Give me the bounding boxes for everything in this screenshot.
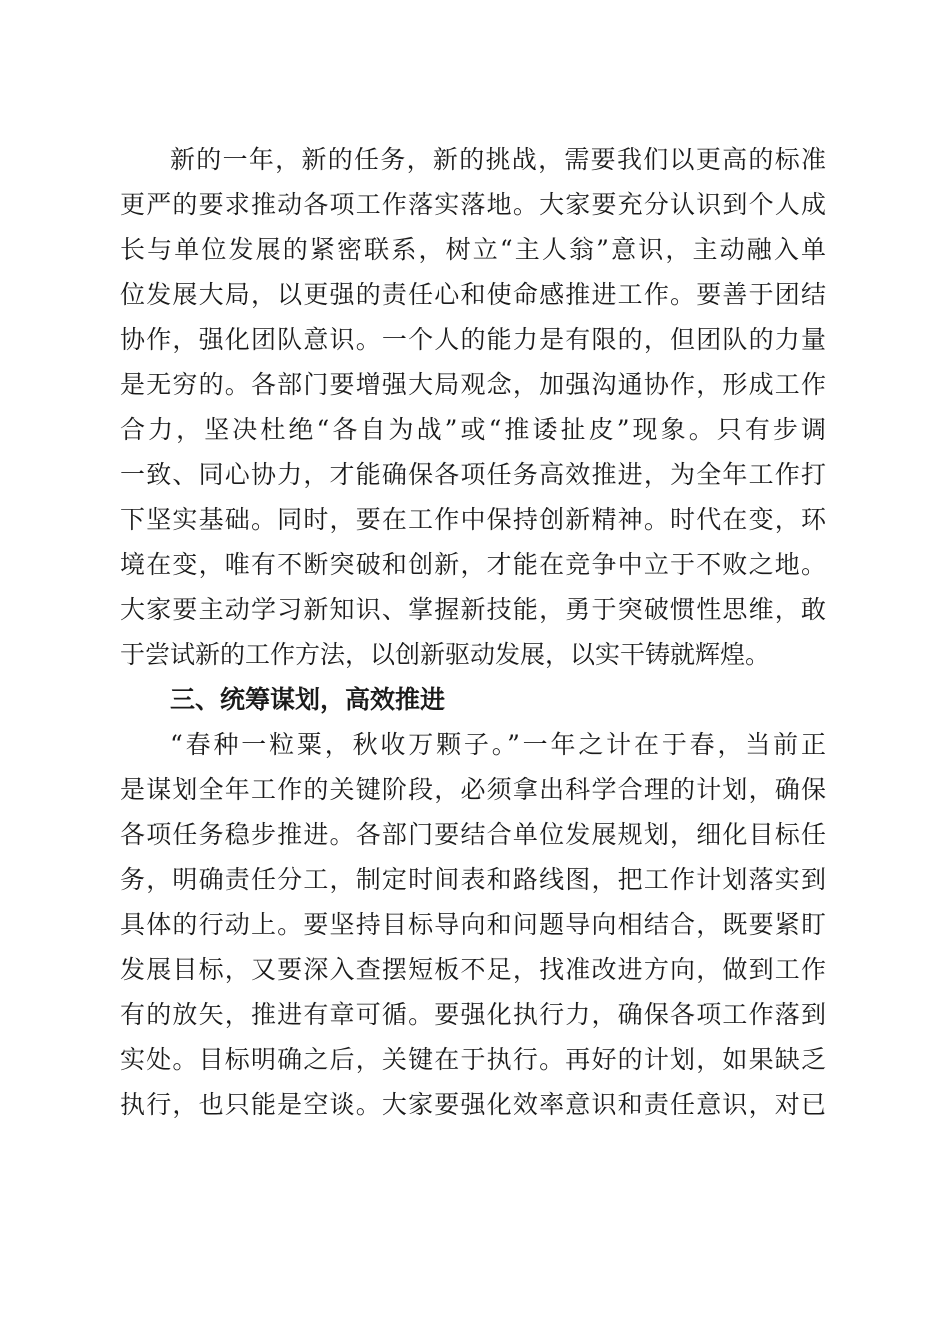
paragraph-1-line: 境在变，唯有不断突破和创新，才能在竞争中立于不败之地。 [120, 550, 826, 579]
paragraph-2-line: 发展目标，又要深入查摆短板不足，找准改进方向，做到工作 [120, 955, 826, 984]
paragraph-1-line: 长与单位发展的紧密联系，树立“主人翁”意识，主动融入单 [120, 235, 826, 264]
paragraph-1-line: 合力，坚决杜绝“各自为战”或“推诿扯皮”现象。只有步调 [120, 415, 826, 444]
paragraph-2 [120, 722, 826, 1127]
paragraph-1-line: 是无穷的。各部门要增强大局观念，加强沟通协作，形成工作 [120, 370, 826, 399]
paragraph-1-line: 新的一年，新的任务，新的挑战，需要我们以更高的标准 [170, 145, 826, 174]
paragraph-1-line: 更严的要求推动各项工作落实落地。大家要充分认识到个人成 [120, 190, 826, 219]
paragraph-1-line: 下坚实基础。同时，要在工作中保持创新精神。时代在变，环 [120, 505, 826, 534]
paragraph-1-line: 协作，强化团队意识。一个人的能力是有限的，但团队的力量 [120, 325, 826, 354]
paragraph-1-line: 位发展大局，以更强的责任心和使命感推进工作。要善于团结 [120, 280, 826, 309]
paragraph-2-line: 执行，也只能是空谈。大家要强化效率意识和责任意识，对已 [120, 1090, 826, 1119]
section-3 [120, 677, 826, 722]
paragraph-1-line: 一致、同心协力，才能确保各项任务高效推进，为全年工作打 [120, 460, 826, 489]
paragraph-2-line: 具体的行动上。要坚持目标导向和问题导向相结合，既要紧盯 [120, 910, 826, 939]
paragraph-2-line: 有的放矢，推进有章可循。要强化执行力，确保各项工作落到 [120, 1000, 826, 1029]
paragraph-1 [120, 137, 826, 677]
paragraph-2-line: “春种一粒粟，秋收万颗子。”一年之计在于春，当前正 [170, 730, 826, 759]
paragraph-2-line: 实处。目标明确之后，关键在于执行。再好的计划，如果缺乏 [120, 1045, 826, 1074]
paragraph-1-line: 于尝试新的工作方法，以创新驱动发展，以实干铸就辉煌。 [120, 640, 771, 669]
paragraph-1-line: 大家要主动学习新知识、掌握新技能，勇于突破惯性思维，敢 [120, 595, 826, 624]
paragraph-2-line: 是谋划全年工作的关键阶段，必须拿出科学合理的计划，确保 [120, 775, 826, 804]
section-heading: 三、统筹谋划，高效推进 [170, 685, 446, 714]
paragraph-2-line: 各项任务稳步推进。各部门要结合单位发展规划，细化目标任 [120, 820, 826, 849]
paragraph-2-line: 务，明确责任分工，制定时间表和路线图，把工作计划落实到 [120, 865, 826, 894]
